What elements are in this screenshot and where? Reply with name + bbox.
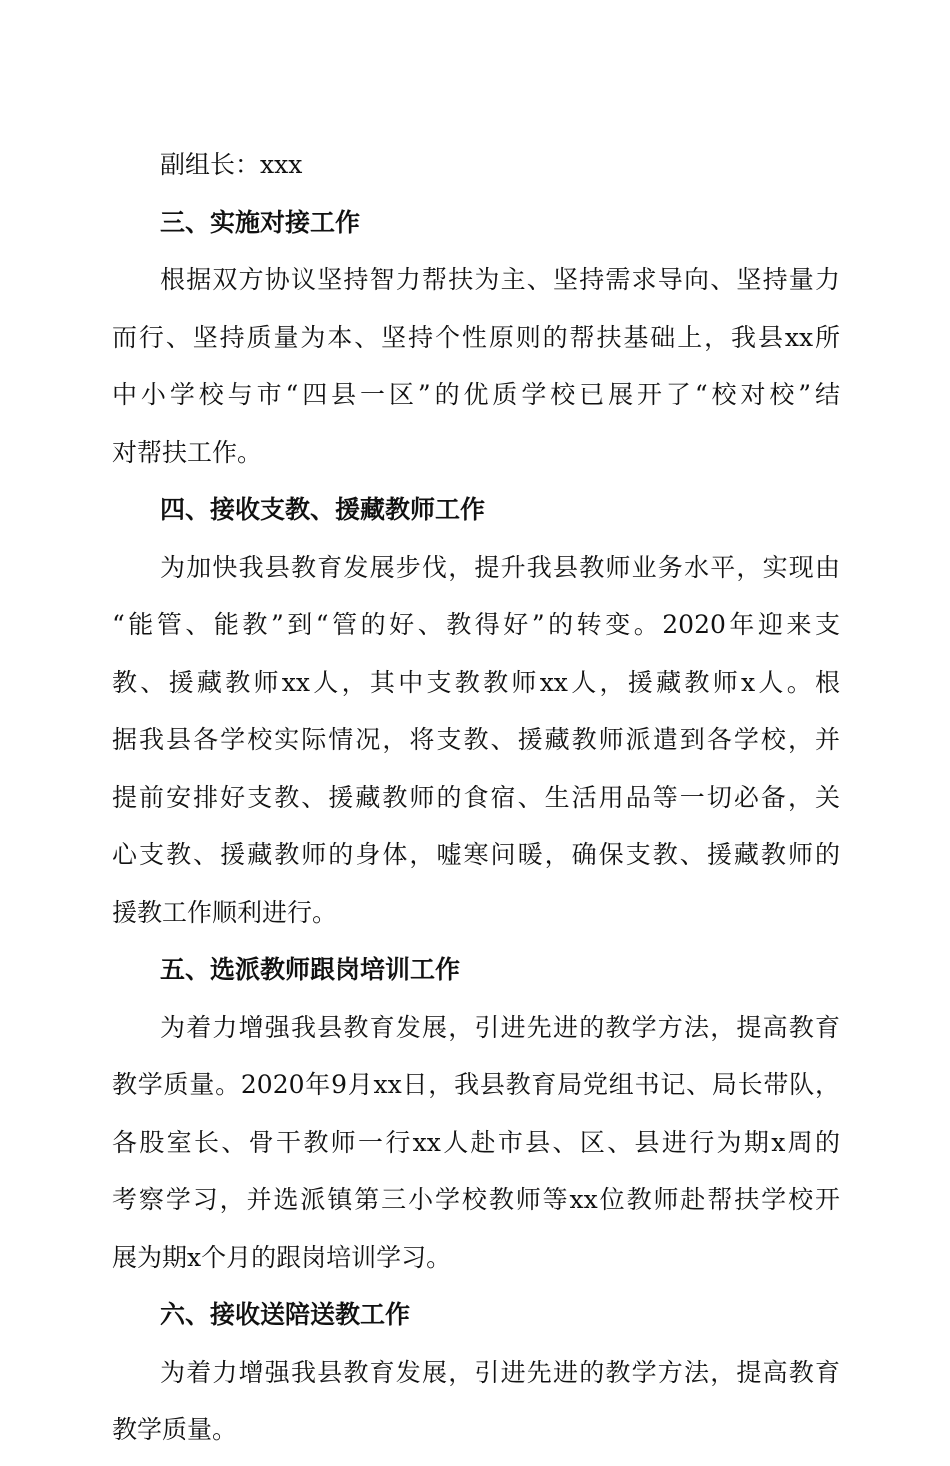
paragraph-line: 心支教、援藏教师的身体，嘘寒问暖，确保支教、援藏教师的 bbox=[112, 840, 840, 869]
section-6-heading: 六、接收送陪送教工作 bbox=[160, 1300, 411, 1329]
section-5-heading: 五、选派教师跟岗培训工作 bbox=[160, 955, 461, 984]
paragraph-line: 根据双方协议坚持智力帮扶为主、坚持需求导向、坚持量力 bbox=[160, 265, 840, 294]
paragraph-line: 为加快我县教育发展步伐，提升我县教师业务水平，实现由 bbox=[160, 552, 840, 582]
paragraph-line: 提前安排好支教、援藏教师的食宿、生活用品等一切必备，关 bbox=[112, 782, 840, 812]
paragraph-line: 教学质量。2020年9月xx日，我县教育局党组书记、局长带队， bbox=[112, 1070, 840, 1099]
document-body bbox=[112, 143, 840, 1466]
paragraph-line: 考察学习，并选派镇第三小学校教师等xx位教师赴帮扶学校开 bbox=[112, 1185, 840, 1214]
paragraph-line: 中小学校与市“四县一区”的优质学校已展开了“校对校”结 bbox=[112, 380, 840, 409]
paragraph-line: “能管、能教”到“管的好、教得好”的转变。2020年迎来支 bbox=[112, 610, 840, 639]
paragraph-line: 各股室长、骨干教师一行xx人赴市县、区、县进行为期x周的 bbox=[112, 1127, 840, 1157]
paragraph-line: 援教工作顺利进行。 bbox=[112, 897, 338, 927]
paragraph-line: 为着力增强我县教育发展，引进先进的教学方法，提高教育 bbox=[160, 1012, 840, 1042]
section-3-paragraph bbox=[112, 258, 840, 488]
section-4-heading: 四、接收支教、援藏教师工作 bbox=[160, 495, 486, 524]
paragraph-line: 展为期x个月的跟岗培训学习。 bbox=[112, 1242, 452, 1272]
section-3-heading: 三、实施对接工作 bbox=[160, 207, 361, 237]
paragraph-line: 为着力增强我县教育发展，引进先进的教学方法，提高教育 bbox=[160, 1357, 840, 1387]
paragraph-line: 对帮扶工作。 bbox=[112, 437, 263, 467]
section-4-paragraph bbox=[112, 546, 840, 949]
section-6-paragraph bbox=[112, 1351, 840, 1466]
paragraph-line: 而行、坚持质量为本、坚持个性原则的帮扶基础上，我县xx所 bbox=[112, 322, 840, 352]
section-5-paragraph bbox=[112, 1006, 840, 1294]
paragraph-line: 教、援藏教师xx人，其中支教教师xx人，援藏教师x人。根 bbox=[112, 667, 840, 697]
deputy-leader-line: 副组长：xxx bbox=[160, 150, 303, 179]
paragraph-line: 据我县各学校实际情况，将支教、援藏教师派遣到各学校，并 bbox=[112, 725, 840, 754]
paragraph-line: 教学质量。 bbox=[112, 1415, 238, 1444]
